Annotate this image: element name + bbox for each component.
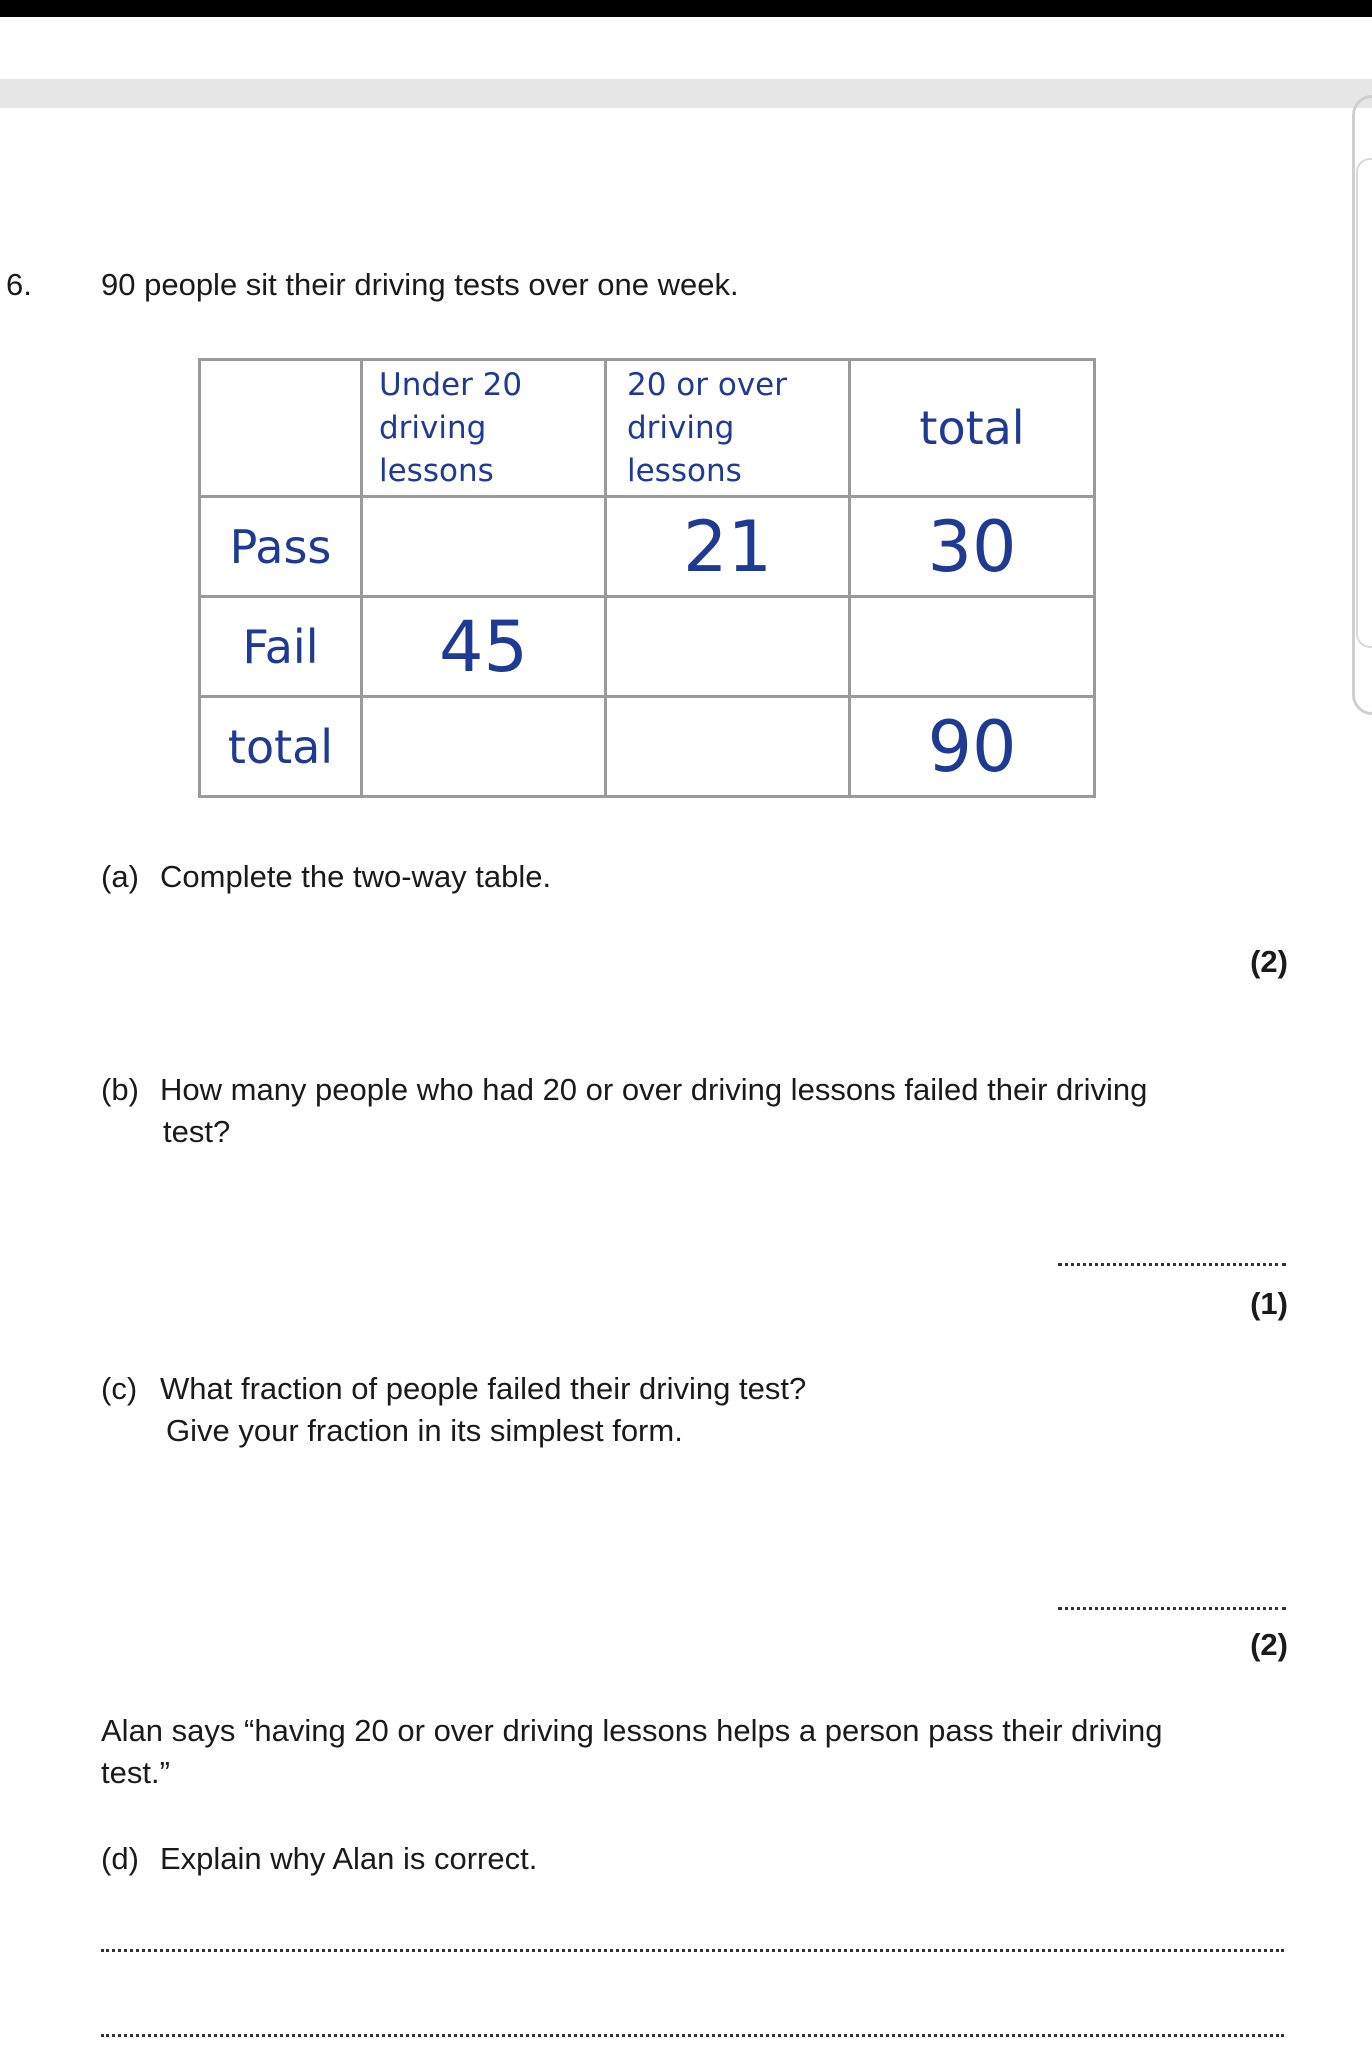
part-c-label: (c) <box>101 1371 138 1406</box>
row-label-total: total <box>200 697 362 797</box>
header-total: total <box>850 360 1095 497</box>
top-bar <box>0 0 1372 17</box>
part-d-text: Explain why Alan is correct. <box>160 1841 538 1876</box>
part-c-line2: Give your fraction in its simplest form. <box>166 1413 683 1448</box>
part-a-marks: (2) <box>1250 944 1288 979</box>
cell-fail-over20[interactable] <box>606 597 850 697</box>
table-row-pass <box>200 497 1095 597</box>
header-20-or-over-line1: 20 or over <box>627 366 787 403</box>
part-a-label: (a) <box>101 859 139 894</box>
table-corner-cell <box>200 360 362 497</box>
part-d-answer-line-2[interactable] <box>101 2034 1284 2037</box>
part-b-label: (b) <box>101 1072 139 1107</box>
question-number: 6. <box>6 267 32 302</box>
part-d-answer-line-1[interactable] <box>101 1949 1284 1952</box>
cell-pass-over20: 21 <box>606 497 850 597</box>
part-d-label: (d) <box>101 1841 139 1876</box>
question-intro: 90 people sit their driving tests over one week. <box>101 267 739 302</box>
part-b-line1: How many people who had 20 or over driving lessons failed their driving <box>160 1072 1148 1107</box>
table-row-total <box>200 697 1095 797</box>
part-c-answer-line[interactable] <box>1058 1607 1286 1610</box>
cell-pass-under20[interactable] <box>362 497 606 597</box>
header-20-or-over <box>606 360 850 497</box>
cell-total-under20[interactable] <box>362 697 606 797</box>
alan-statement-line2: test.” <box>101 1755 170 1790</box>
part-b-answer-line[interactable] <box>1058 1263 1286 1266</box>
header-band <box>0 79 1372 108</box>
table-header-row <box>200 360 1095 497</box>
part-c-line1: What fraction of people failed their driving test? <box>160 1371 807 1406</box>
part-a-text: Complete the two-way table. <box>160 859 552 894</box>
cell-total-over20[interactable] <box>606 697 850 797</box>
cell-fail-under20: 45 <box>362 597 606 697</box>
row-label-fail: Fail <box>200 597 362 697</box>
header-under-20 <box>362 360 606 497</box>
cell-pass-total: 30 <box>850 497 1095 597</box>
cell-total-total: 90 <box>850 697 1095 797</box>
header-under-20-line2: driving lessons <box>379 409 494 489</box>
part-b-marks: (1) <box>1250 1286 1288 1321</box>
table-row-fail <box>200 597 1095 697</box>
header-under-20-line1: Under 20 <box>379 366 523 403</box>
header-20-or-over-line2: driving lessons <box>627 409 742 489</box>
cell-fail-total[interactable] <box>850 597 1095 697</box>
alan-statement-line1: Alan says “having 20 or over driving lessons helps a person pass their driving <box>101 1713 1163 1748</box>
two-way-table <box>198 358 1096 798</box>
part-b-line2: test? <box>163 1114 231 1149</box>
part-c-marks: (2) <box>1250 1627 1288 1662</box>
page-edge-frame-inner <box>1356 158 1372 648</box>
row-label-pass: Pass <box>200 497 362 597</box>
